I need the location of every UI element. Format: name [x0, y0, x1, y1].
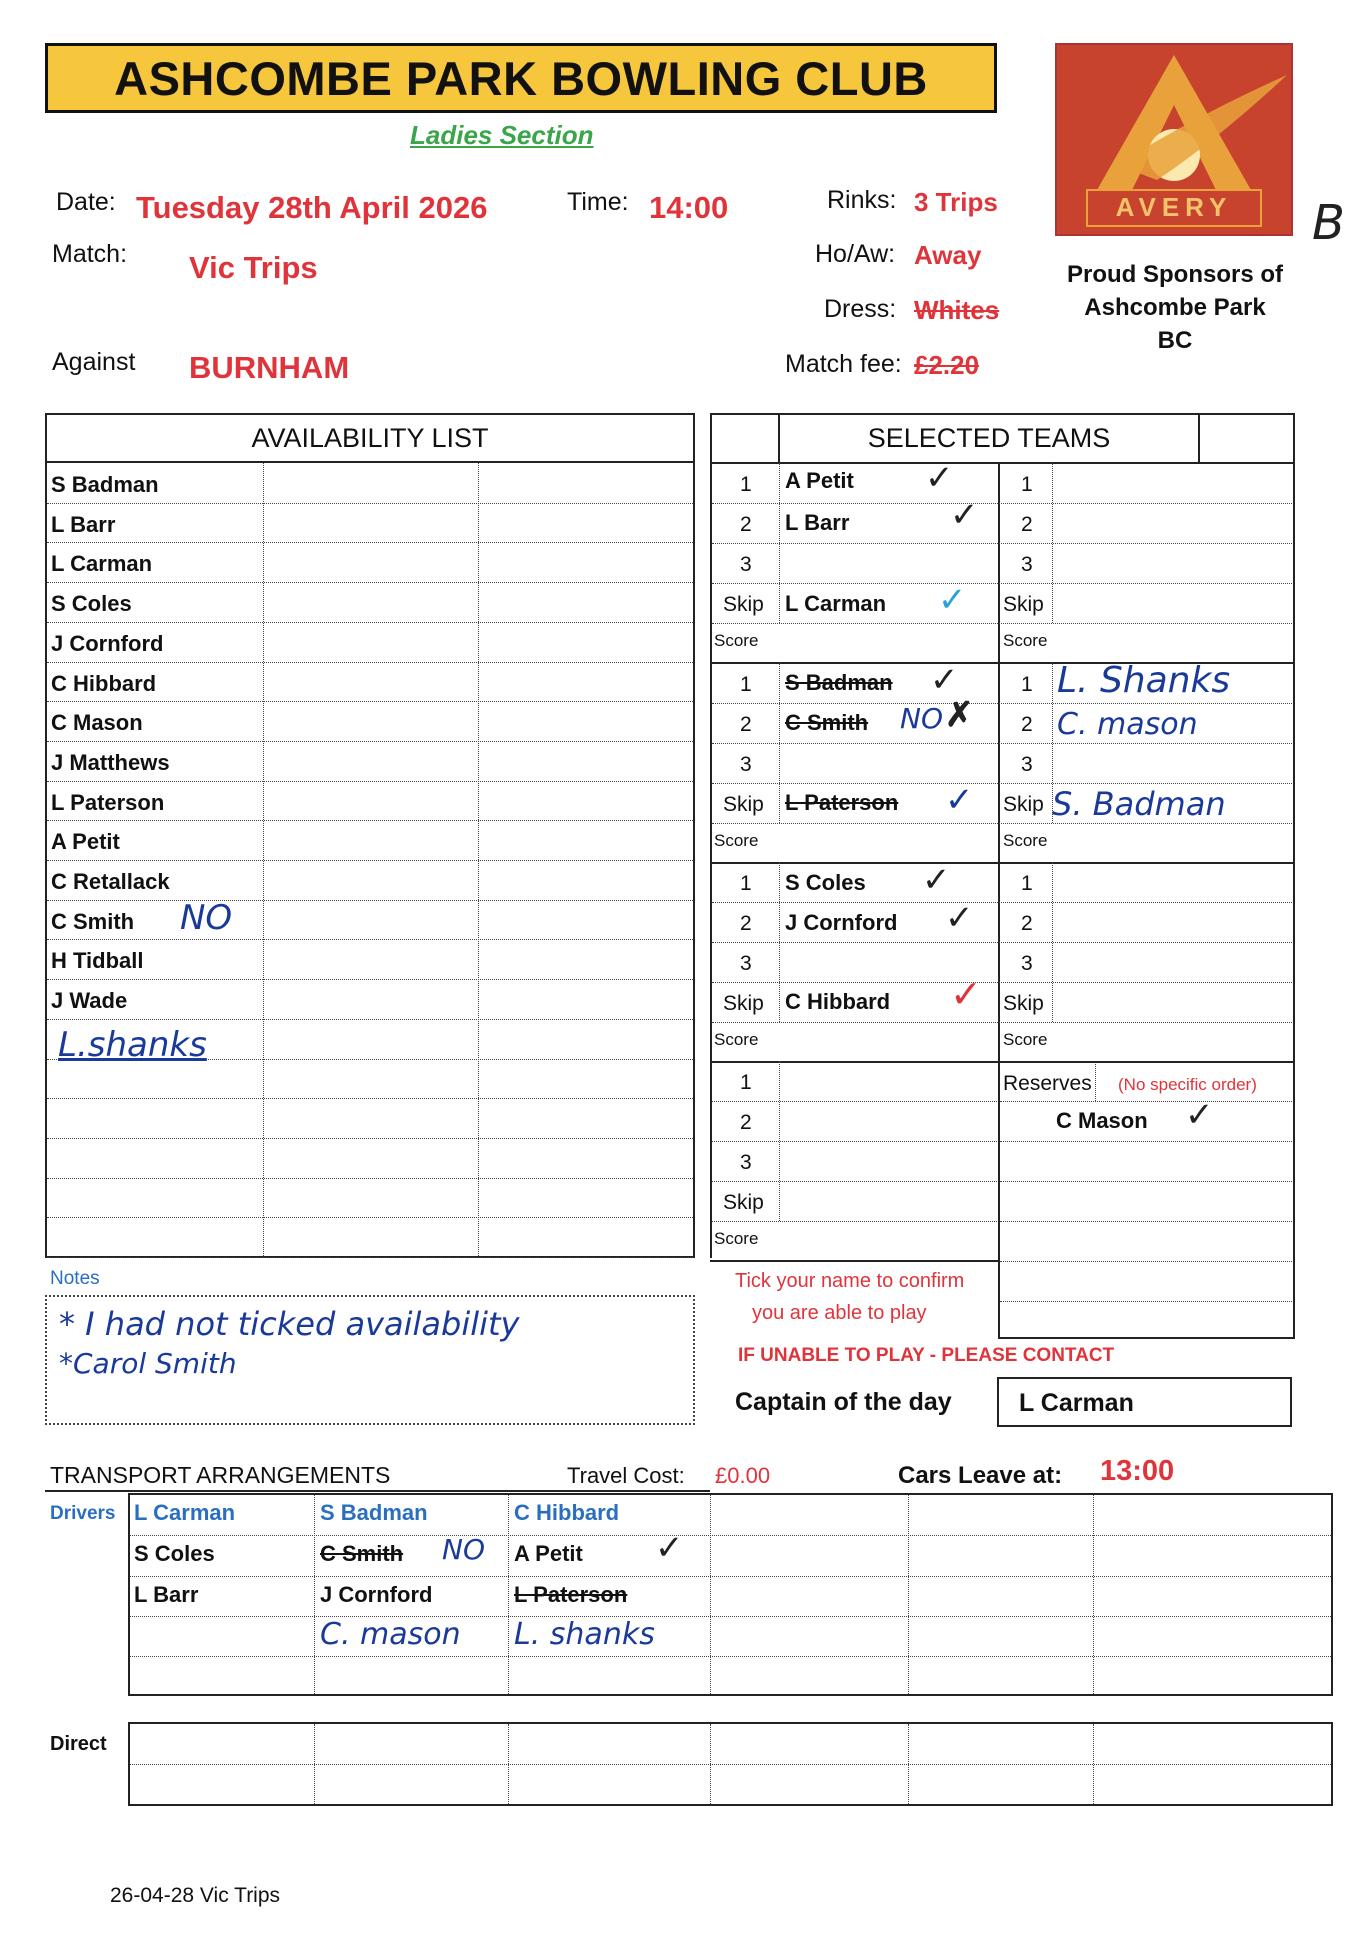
position-label: Skip — [723, 992, 764, 1015]
position-label: Skip — [723, 593, 764, 616]
reserves-row — [1000, 1301, 1292, 1302]
availability-row — [47, 622, 693, 623]
availability-row — [47, 503, 693, 504]
availability-name: C Hibbard — [51, 670, 157, 696]
smith-no-note: NO — [180, 898, 233, 938]
car1-passenger-2: L Barr — [134, 1582, 199, 1607]
tick-icon: ✓ — [938, 581, 967, 619]
sponsor-line-2: Ashcombe Park — [1084, 294, 1266, 321]
availability-name: L Barr — [51, 511, 116, 537]
grid-line — [779, 862, 780, 1022]
grid-line — [779, 463, 780, 623]
captain-label: Captain of the day — [735, 1388, 952, 1416]
position-label: 3 — [1021, 553, 1033, 576]
availability-row — [47, 1098, 693, 1099]
availability-row — [47, 741, 693, 742]
position-label: 3 — [740, 1151, 752, 1174]
availability-name: J Wade — [51, 988, 128, 1014]
availability-extra: L.shanks — [58, 1025, 207, 1065]
notes-label: Notes — [50, 1268, 100, 1289]
team-row — [712, 503, 1292, 504]
car3-passenger-3: L. shanks — [514, 1617, 655, 1652]
availability-row — [47, 1217, 693, 1218]
transport-col-line — [710, 1495, 711, 1694]
corner-mark: B — [1312, 195, 1345, 251]
team-row — [712, 823, 1292, 824]
reserves-row — [1000, 1141, 1292, 1142]
tick-icon: ✓ — [945, 781, 974, 819]
section-subtitle: Ladies Section — [410, 120, 594, 150]
availability-name: L Carman — [51, 551, 153, 577]
reserves-border — [998, 1258, 1000, 1338]
rink2-skip: L Paterson — [785, 790, 899, 815]
logo-text: AVERY — [1115, 192, 1233, 222]
transport-grid — [128, 1493, 1333, 1696]
driver-1: L Carman — [134, 1500, 236, 1525]
car2-passenger-1: C Smith — [320, 1541, 404, 1566]
tick-icon: ✓ — [1185, 1096, 1214, 1134]
team-row — [712, 1221, 997, 1222]
notes-line-2: *Carol Smith — [59, 1347, 237, 1380]
team-row — [712, 703, 1292, 704]
dress-value: Whites — [914, 295, 1000, 325]
position-label: 1 — [740, 872, 752, 895]
grid-line — [779, 663, 780, 823]
grid-line — [1095, 1061, 1096, 1101]
cars-leave-value: 13:00 — [1100, 1455, 1175, 1487]
availability-row — [47, 582, 693, 583]
availability-name: S Badman — [51, 472, 159, 497]
reserves-row — [1000, 1261, 1292, 1262]
reserves-note: (No specific order) — [1118, 1075, 1257, 1094]
grid-line — [1052, 862, 1053, 1022]
travel-cost-label: Travel Cost: — [567, 1463, 685, 1488]
sponsor-line-3: BC — [1157, 327, 1193, 354]
reserves-row — [1000, 1221, 1292, 1222]
availability-row — [47, 860, 693, 861]
position-label: 2 — [1021, 513, 1033, 536]
score-label: Score — [714, 1030, 759, 1049]
position-label: 3 — [740, 753, 752, 776]
match-label: Match: — [52, 240, 128, 268]
reserves-border — [1293, 1258, 1295, 1338]
transport-row-line — [130, 1535, 1331, 1536]
car2-passenger-2: J Cornford — [320, 1582, 433, 1607]
rink2-smith-no: NO — [900, 702, 943, 735]
car3-passenger-2: L Paterson — [514, 1582, 628, 1607]
rink2-hand-lead: L. Shanks — [1057, 660, 1231, 701]
direct-row-line — [130, 1764, 1331, 1765]
captain-box — [997, 1377, 1292, 1427]
rink3-two: J Cornford — [785, 910, 898, 935]
position-label: Skip — [1003, 992, 1044, 1015]
date-label: Date: — [56, 188, 116, 216]
rink2-lead: S Badman — [785, 670, 893, 695]
position-label: 1 — [740, 673, 752, 696]
avery-logo — [1055, 43, 1293, 236]
transport-row-line — [130, 1576, 1331, 1577]
rink3-skip: C Hibbard — [785, 989, 891, 1014]
rink2-hand-two: C. mason — [1057, 707, 1198, 742]
position-label: 2 — [740, 513, 752, 536]
availability-name: S Coles — [51, 591, 132, 617]
position-label: 1 — [1021, 673, 1033, 696]
captain-name: L Carman — [1019, 1389, 1134, 1417]
rink2-two: C Smith — [785, 710, 869, 735]
fee-label: Match fee: — [785, 350, 902, 378]
team-row — [712, 982, 1292, 983]
transport-heading: TRANSPORT ARRANGEMENTS — [50, 1462, 391, 1488]
score-label: Score — [714, 631, 759, 650]
position-label: 3 — [1021, 952, 1033, 975]
car2-no-note: NO — [442, 1533, 485, 1566]
direct-label: Direct — [50, 1733, 107, 1755]
team-row — [712, 902, 1292, 903]
position-label: Skip — [1003, 593, 1044, 616]
transport-col-line — [508, 1495, 509, 1694]
rink3-lead: S Coles — [785, 870, 866, 895]
availability-row — [47, 781, 693, 782]
position-label: 2 — [1021, 912, 1033, 935]
transport-col-line — [1093, 1495, 1094, 1694]
rink1-skip: L Carman — [785, 591, 887, 616]
reserves-border — [998, 1061, 1295, 1063]
position-label: Skip — [723, 793, 764, 816]
drivers-label: Drivers — [50, 1503, 116, 1524]
availability-row — [47, 939, 693, 940]
availability-row — [47, 979, 693, 980]
rinks-value: 3 Trips — [914, 187, 998, 217]
score-label: Score — [714, 831, 759, 850]
rinks-label: Rinks: — [827, 186, 897, 214]
car3-passenger-1: A Petit — [514, 1541, 583, 1566]
hoaw-label: Ho/Aw: — [815, 240, 896, 268]
rink1-lead: A Petit — [785, 468, 854, 493]
sponsor-line-1: Proud Sponsors of — [1067, 261, 1283, 288]
position-label: Skip — [723, 1191, 764, 1214]
team-row — [712, 942, 1292, 943]
position-label: 1 — [1021, 872, 1033, 895]
score-label: Score — [714, 1229, 759, 1248]
position-label: 2 — [740, 713, 752, 736]
availability-name: H Tidball — [51, 948, 144, 974]
team-row — [712, 1101, 997, 1102]
car2-passenger-3: C. mason — [320, 1617, 461, 1652]
instruction-line-2: you are able to play — [752, 1302, 927, 1324]
transport-col-line — [908, 1495, 909, 1694]
fee-value: £2.20 — [914, 350, 980, 380]
team-row — [712, 783, 1292, 784]
rink-border — [710, 1260, 1000, 1262]
availability-row — [47, 1138, 693, 1139]
dress-label: Dress: — [824, 295, 897, 323]
score-label: Score — [1003, 831, 1048, 850]
rink1-two: L Barr — [785, 510, 850, 535]
tick-icon: ✓ — [930, 661, 959, 699]
tick-icon: ✓ — [950, 496, 979, 534]
reserves-row — [1000, 1101, 1292, 1102]
availability-row — [47, 1178, 693, 1179]
driver-3: C Hibbard — [514, 1500, 620, 1525]
club-title: ASHCOMBE PARK BOWLING CLUB — [45, 43, 997, 113]
grid-line — [1052, 463, 1053, 623]
reserves-row — [1000, 1181, 1292, 1182]
tick-icon: ✓ — [945, 899, 974, 937]
instruction-line-1: Tick your name to confirm — [735, 1270, 965, 1292]
position-label: 2 — [1021, 713, 1033, 736]
reserves-border — [998, 1337, 1295, 1339]
cross-icon: ✗ — [945, 696, 974, 734]
availability-row — [47, 900, 693, 901]
notes-box — [45, 1295, 695, 1425]
availability-name: J Cornford — [51, 630, 164, 656]
time-label: Time: — [567, 188, 629, 216]
score-label: Score — [1003, 631, 1048, 650]
availability-row — [47, 1257, 693, 1258]
teams-divider — [998, 463, 1000, 1338]
availability-name: J Matthews — [51, 749, 170, 775]
reserves-label: Reserves — [1003, 1072, 1092, 1095]
position-label: 3 — [740, 952, 752, 975]
position-label: 1 — [740, 1071, 752, 1094]
team-row — [712, 583, 1292, 584]
availability-row — [47, 820, 693, 821]
team-row — [712, 543, 1292, 544]
teams-heading: SELECTED TEAMS — [778, 413, 1200, 463]
contact-instruction: IF UNABLE TO PLAY - PLEASE CONTACT — [738, 1345, 1115, 1366]
transport-row-line — [130, 1616, 1331, 1617]
tick-icon: ✓ — [655, 1529, 684, 1567]
position-label: 3 — [740, 553, 752, 576]
footer-ref: 26-04-28 Vic Trips — [110, 1884, 281, 1907]
team-row — [712, 623, 1292, 624]
grid-line — [779, 1061, 780, 1221]
position-label: 3 — [1021, 753, 1033, 776]
reserve-name: C Mason — [1056, 1108, 1148, 1133]
team-row — [712, 1141, 997, 1142]
match-value: Vic Trips — [189, 250, 318, 285]
time-value: 14:00 — [649, 190, 729, 225]
tick-icon: ✓ — [922, 861, 951, 899]
availability-name: A Petit — [51, 829, 120, 855]
position-label: 1 — [740, 473, 752, 496]
hoaw-value: Away — [914, 240, 982, 270]
availability-heading: AVAILABILITY LIST — [45, 413, 695, 463]
against-value: BURNHAM — [189, 350, 350, 385]
team-row — [712, 1022, 1292, 1023]
transport-col-line — [314, 1495, 315, 1694]
availability-row — [47, 662, 693, 663]
team-row — [712, 743, 1292, 744]
position-label: 1 — [1021, 473, 1033, 496]
availability-name: L Paterson — [51, 789, 165, 815]
car1-passenger-1: S Coles — [134, 1541, 215, 1566]
notes-line-1: * I had not ticked availability — [59, 1305, 520, 1343]
position-label: Skip — [1003, 793, 1044, 816]
rink-border — [710, 862, 1295, 864]
date-value: Tuesday 28th April 2026 — [136, 190, 488, 225]
cars-leave-label: Cars Leave at: — [898, 1462, 1063, 1489]
tick-icon: ✓ — [925, 459, 954, 497]
availability-name: C Retallack — [51, 869, 170, 894]
tick-icon: ✓ — [950, 974, 982, 1016]
transport-row-line — [130, 1656, 1331, 1657]
availability-row — [47, 542, 693, 543]
against-label: Against — [52, 348, 136, 376]
position-label: 2 — [740, 912, 752, 935]
position-label: 2 — [740, 1111, 752, 1134]
rink2-hand-skip: S. Badman — [1052, 785, 1226, 823]
travel-cost-value: £0.00 — [715, 1463, 771, 1488]
availability-name: C Mason — [51, 710, 143, 736]
availability-row — [47, 701, 693, 702]
availability-list — [45, 413, 695, 1258]
availability-row — [47, 1019, 693, 1020]
availability-name: C Smith — [51, 908, 135, 934]
team-row — [712, 1181, 997, 1182]
sponsor-text — [1040, 258, 1310, 357]
score-label: Score — [1003, 1030, 1048, 1049]
driver-2: S Badman — [320, 1500, 428, 1525]
